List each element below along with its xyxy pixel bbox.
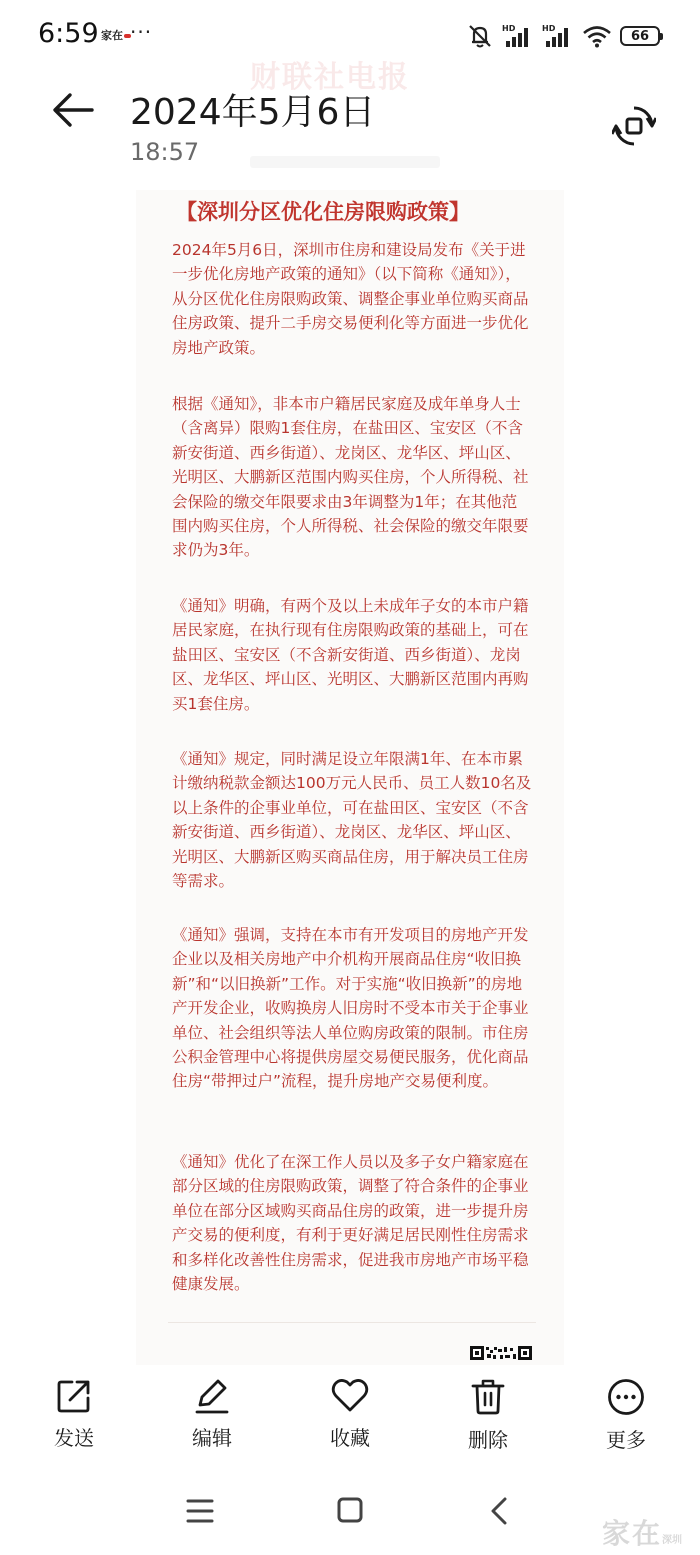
home-icon[interactable]	[337, 1497, 363, 1523]
signal-2-icon	[542, 23, 574, 49]
edit-label: 编辑	[192, 1426, 232, 1450]
more-icon	[607, 1378, 645, 1416]
status-indicators	[466, 22, 660, 50]
trash-icon	[470, 1378, 506, 1416]
hd-label-1: HD	[502, 24, 516, 33]
battery-level: 66	[630, 28, 650, 44]
wifi-icon	[582, 24, 612, 48]
document-paragraph: 《通知》强调，支持在本市有开发项目的房地产开发企业以及相关房地产中介机构开展商品住房“收旧换新”和“以旧换新”工作。对于实施“收旧换新”的房地产开发企业，收购换房人旧房时不受本市关于企事业单位、社会组织等法人单位购房政策的限制。市住房公积金管理中心将提供房屋交易便民服务，优化商品住房“带押过户”流程，提升房地产交易便利度。	[172, 926, 529, 1091]
signal-1-icon	[502, 23, 534, 49]
status-time: 6:59	[38, 18, 99, 49]
more-label: 更多	[606, 1428, 646, 1452]
battery-icon	[620, 26, 660, 46]
send-label: 发送	[54, 1426, 94, 1450]
delete-button[interactable]	[443, 1378, 533, 1462]
corner-watermark-logo	[602, 1512, 682, 1552]
pencil-icon	[194, 1378, 230, 1414]
favorite-label: 收藏	[330, 1426, 370, 1450]
hd-label-2: HD	[542, 24, 556, 33]
more-button[interactable]	[581, 1378, 671, 1462]
mute-bell-icon	[466, 23, 494, 49]
app-notification-icon	[101, 27, 131, 43]
corner-watermark-text: 家在	[601, 1517, 662, 1550]
document-paragraph: 《通知》规定，同时满足设立年限满1年、在本市累计缴纳税款金额达100万元人民币、员工人数10名及以上条件的企事业单位，可在盐田区、宝安区（不含新安街道、西乡街道）、龙岗区、龙华区、坪山区、光明区、大鹏新区购买商品住房，用于解决员工住房等需求。	[172, 750, 532, 891]
rotate-icon[interactable]	[612, 104, 656, 148]
page-title: 2024年5月6日	[130, 92, 376, 133]
send-button[interactable]	[29, 1378, 119, 1462]
edit-button[interactable]	[167, 1378, 257, 1462]
page-subtitle-time: 18:57	[130, 138, 200, 166]
system-nav-bar	[0, 1480, 700, 1555]
document-paragraph: 《通知》明确，有两个及以上未成年子女的本市户籍居民家庭，在执行现有住房限购政策的基础上，可在盐田区、宝安区（不含新安街道、西乡街道）、龙岗区、龙华区、坪山区、光明区、大鹏新区范围内再购买1套住房。	[172, 597, 529, 713]
document-paragraph: 2024年5月6日，深圳市住房和建设局发布《关于进一步优化房地产政策的通知》（以下简称《通知》），从分区优化住房限购政策、调整企事业单位购买商品住房政策、提升二手房交易便利化等方面进一步优化房地产政策。	[172, 241, 529, 357]
document-paragraph: 《通知》优化了在深工作人员以及多子女户籍家庭在部分区域的住房限购政策，调整了符合条件的企事业单位在部分区域购买商品住房的政策，进一步提升房产交易的便利度，有利于更好满足居民刚性住房需求和多样化改善性住房需求，促进我市房地产市场平稳健康发展。	[172, 1153, 529, 1294]
favorite-button[interactable]	[305, 1378, 395, 1462]
qr-code-icon	[470, 1346, 532, 1360]
heart-icon	[331, 1378, 369, 1414]
more-notifications-icon: ···	[130, 20, 153, 44]
bottom-toolbar	[0, 1372, 700, 1462]
share-icon	[56, 1378, 92, 1414]
source-watermark: 财联社电报	[250, 60, 410, 95]
menu-icon[interactable]	[186, 1498, 214, 1524]
corner-watermark-city: 深圳	[662, 1535, 682, 1546]
nav-back-icon[interactable]	[488, 1497, 510, 1525]
source-date-placeholder	[250, 156, 440, 168]
app-badge-label: 家在	[101, 29, 123, 42]
document-title: 【深圳分区优化住房限购政策】	[176, 200, 470, 224]
document-divider	[168, 1322, 536, 1323]
document-paragraph: 根据《通知》，非本市户籍居民家庭及成年单身人士（含离异）限购1套住房，在盐田区、宝安区（不含新安街道、西乡街道）、龙岗区、龙华区、坪山区、光明区、大鹏新区范围内购买住房，个人所得税、社会保险的缴交年限要求由3年调整为1年；在其他范围内购买住房，个人所得税、社会保险的缴交年限要求仍为3年。	[172, 395, 529, 560]
back-arrow-icon[interactable]	[48, 88, 98, 132]
delete-label: 删除	[468, 1428, 508, 1452]
